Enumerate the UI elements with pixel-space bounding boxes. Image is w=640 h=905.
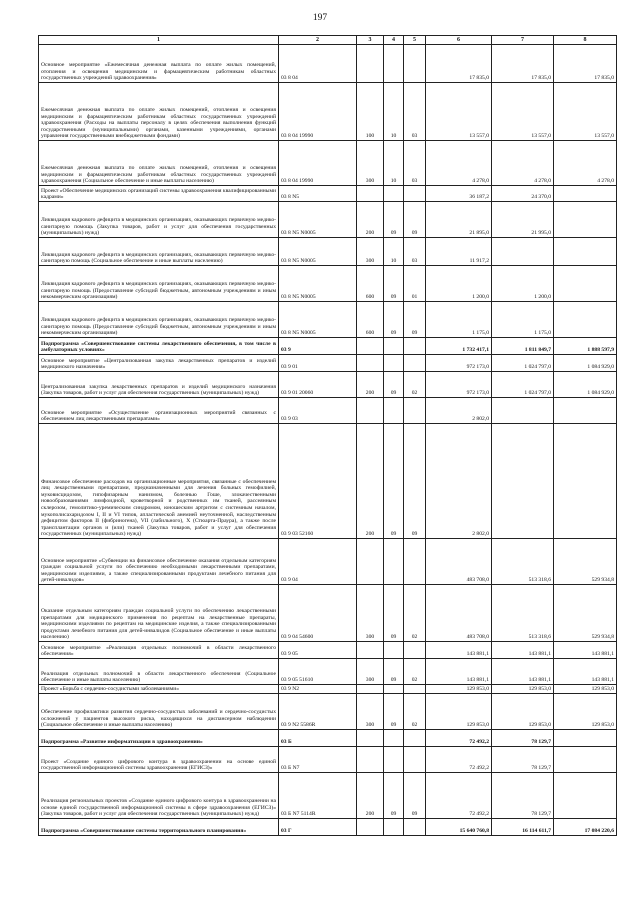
row-amount-3: 129 853,0	[554, 685, 617, 694]
row-amount-1: 17 835,0	[426, 45, 492, 83]
row-subsection: 02	[404, 694, 426, 730]
table-row	[39, 83, 617, 141]
row-amount-2: 1 024 797,0	[492, 355, 554, 372]
row-amount-2	[492, 238, 554, 266]
row-subsection: 09	[404, 202, 426, 238]
table-row	[39, 819, 617, 836]
column-header: 5	[404, 36, 426, 45]
row-amount-3: 17 835,0	[554, 45, 617, 83]
table-row	[39, 202, 617, 238]
row-subsection	[404, 398, 426, 424]
row-amount-3: 13 557,0	[554, 83, 617, 141]
row-amount-3	[554, 773, 617, 819]
row-subsection: 09	[404, 773, 426, 819]
row-expense-type	[357, 539, 384, 585]
table-row	[39, 659, 617, 685]
row-amount-2	[492, 398, 554, 424]
row-name: Ликвидация кадрового дефицита в медицинских организациях, оказывающих первичную медико-санитарную помощь (Предоставление субсидий бюджетным, автономным учреждениям и иным некоммерческим организациям)	[39, 302, 279, 338]
row-name: Основное мероприятие «Субвенции на финансовое обеспечение оказания отдельным категориям граждан социальной услуги по обеспечению необходимыми лекарственными препаратами, медицинскими изделиями, а также специализированными продуктами лечебного питания для детей-инвалидов»	[39, 539, 279, 585]
row-amount-2: 143 881,1	[492, 642, 554, 659]
row-code: 03 8 04 19990	[279, 141, 357, 186]
row-name: Оказание отдельным категориям граждан социальной услуги по обеспечению лекарственными препаратами для медицинского применения по рецептам на лекарственные препараты, медицинскими изделиями по рецептам на медицинские изделия, а также специализированными продуктами лечебного питания для детей-инвалидов (Социальное обеспечение и иные выплаты населению)	[39, 585, 279, 642]
table-header-row	[39, 36, 617, 45]
row-amount-3: 4 278,0	[554, 141, 617, 186]
row-subsection	[404, 685, 426, 694]
row-expense-type: 600	[357, 266, 384, 302]
table-row	[39, 302, 617, 338]
row-code: 03 9 N2 5586R	[279, 694, 357, 730]
row-code: 03 8 N5 N0005	[279, 202, 357, 238]
row-amount-1: 143 881,1	[426, 642, 492, 659]
row-section: 09	[384, 202, 404, 238]
column-header: 2	[279, 36, 357, 45]
table-row	[39, 747, 617, 773]
row-code: 03 8 N5 N0005	[279, 238, 357, 266]
table-row	[39, 238, 617, 266]
row-amount-2: 129 853,0	[492, 685, 554, 694]
row-amount-2: 21 995,0	[492, 202, 554, 238]
row-amount-3	[554, 398, 617, 424]
row-name: Обеспечение профилактики развития сердечно-сосудистых заболеваний и сердечно-сосудистых осложнений у пациентов высокого риска, находящихся на диспансерном наблюдении (Социальное обеспечение и иные выплаты населению)	[39, 694, 279, 730]
table-row	[39, 45, 617, 83]
row-amount-2: 13 557,0	[492, 83, 554, 141]
row-subsection: 02	[404, 585, 426, 642]
row-subsection: 03	[404, 141, 426, 186]
row-section: 10	[384, 238, 404, 266]
table-row	[39, 186, 617, 202]
table-row	[39, 372, 617, 398]
column-header: 1	[39, 36, 279, 45]
row-expense-type	[357, 730, 384, 747]
row-expense-type: 600	[357, 302, 384, 338]
row-amount-1: 2 802,0	[426, 424, 492, 539]
row-name: Основное мероприятие «Централизованная закупка лекарственных препаратов и изделий медицинского назначения»	[39, 355, 279, 372]
row-amount-2: 78 129,7	[492, 730, 554, 747]
row-code: 03 9 03 52160	[279, 424, 357, 539]
row-name: Ежемесячная денежная выплата по оплате жилых помещений, отопления и освещения медицинским и фармацевтическим работникам областных государственных учреждений здравоохранения (Расходы на выплаты персоналу в целях обеспечения выполнения функций государственными (муниципальными) органами, казенными учреждениями, органами управления государственными внебюджетными фондами)	[39, 83, 279, 141]
row-name: Подпрограмма «Развитие информатизации в здравоохранении»	[39, 730, 279, 747]
row-name: Ликвидация кадрового дефицита в медицинских организациях, оказывающих первичную медико-санитарную помощь (Предоставление субсидий бюджетным, автономным учреждениям и иным некоммерческим организациям)	[39, 266, 279, 302]
row-expense-type: 300	[357, 659, 384, 685]
row-subsection: 03	[404, 83, 426, 141]
row-name: Ежемесячная денежная выплата по оплате жилых помещений, отопления и освещения медицинским и фармацевтическим работникам областных государственных учреждений здравоохранения (Социальное обеспечение и иные выплаты населению)	[39, 141, 279, 186]
row-section	[384, 747, 404, 773]
row-expense-type: 200	[357, 773, 384, 819]
row-code: 03 9	[279, 338, 357, 355]
row-amount-2	[492, 424, 554, 539]
table-row	[39, 355, 617, 372]
row-code: 03 9 04	[279, 539, 357, 585]
row-amount-2: 4 278,0	[492, 141, 554, 186]
row-section	[384, 539, 404, 585]
row-code: 03 9 05 51610	[279, 659, 357, 685]
row-amount-2: 1 200,0	[492, 266, 554, 302]
row-amount-3: 529 934,8	[554, 585, 617, 642]
table-row	[39, 585, 617, 642]
row-amount-1: 4 278,0	[426, 141, 492, 186]
row-expense-type: 300	[357, 694, 384, 730]
row-subsection: 02	[404, 372, 426, 398]
row-section	[384, 45, 404, 83]
page-number: 197	[312, 13, 328, 23]
row-amount-1: 483 708,0	[426, 539, 492, 585]
row-amount-3	[554, 202, 617, 238]
row-amount-1: 72 492,2	[426, 773, 492, 819]
row-expense-type: 300	[357, 585, 384, 642]
row-section: 09	[384, 585, 404, 642]
row-section	[384, 338, 404, 355]
row-expense-type	[357, 747, 384, 773]
table-row	[39, 141, 617, 186]
row-expense-type	[357, 338, 384, 355]
row-code: 03 8 04 19990	[279, 83, 357, 141]
row-section: 09	[384, 266, 404, 302]
table-row	[39, 694, 617, 730]
row-amount-3: 529 934,8	[554, 539, 617, 585]
row-code: 03 Б N7 5114R	[279, 773, 357, 819]
row-section: 09	[384, 424, 404, 539]
row-name: Проект «Борьба с сердечно-сосудистыми заболеваниями»	[39, 685, 279, 694]
row-amount-1: 21 895,0	[426, 202, 492, 238]
row-amount-3: 143 881,1	[554, 659, 617, 685]
table-row	[39, 398, 617, 424]
row-amount-2: 143 881,1	[492, 659, 554, 685]
row-amount-1: 972 173,0	[426, 355, 492, 372]
row-code: 03 Б N7	[279, 747, 357, 773]
row-amount-1: 972 173,0	[426, 372, 492, 398]
row-section: 09	[384, 302, 404, 338]
row-expense-type: 300	[357, 141, 384, 186]
row-amount-3: 1 084 929,0	[554, 355, 617, 372]
row-amount-3	[554, 186, 617, 202]
row-amount-1: 36 187,2	[426, 186, 492, 202]
row-section	[384, 186, 404, 202]
row-name: Основное мероприятие «Осуществление организационных мероприятий связанных с обеспечением лиц лекарственными препаратами»	[39, 398, 279, 424]
row-name: Подпрограмма «Совершенствование системы лекарственного обеспечения, в том числе в амбулаторных условиях»	[39, 338, 279, 355]
row-subsection: 09	[404, 424, 426, 539]
row-code: 03 8 N5 N0005	[279, 302, 357, 338]
row-amount-1: 2 802,0	[426, 398, 492, 424]
row-code: 03 8 N5 N0005	[279, 266, 357, 302]
row-code: 03 8 N5	[279, 186, 357, 202]
row-amount-2: 78 129,7	[492, 747, 554, 773]
row-code: 03 Г	[279, 819, 357, 836]
row-expense-type	[357, 819, 384, 836]
table-row	[39, 773, 617, 819]
row-amount-2: 1 811 849,7	[492, 338, 554, 355]
row-subsection: 02	[404, 659, 426, 685]
row-section: 10	[384, 83, 404, 141]
row-amount-2: 17 835,0	[492, 45, 554, 83]
row-name: Подпрограмма «Совершенствование системы территориального планирования»	[39, 819, 279, 836]
row-name: Проект «Обеспечение медицинских организаций системы здравоохранения квалифицированными кадрами»	[39, 186, 279, 202]
row-amount-3: 1 084 929,0	[554, 372, 617, 398]
row-amount-3	[554, 424, 617, 539]
row-code: 03 9 01 20060	[279, 372, 357, 398]
row-code: 03 9 N2	[279, 685, 357, 694]
row-amount-1: 72 492,2	[426, 730, 492, 747]
row-amount-1: 15 640 760,8	[426, 819, 492, 836]
row-expense-type: 100	[357, 83, 384, 141]
row-amount-3	[554, 238, 617, 266]
row-section: 09	[384, 659, 404, 685]
row-amount-2: 513 318,6	[492, 539, 554, 585]
row-section	[384, 819, 404, 836]
row-amount-3	[554, 266, 617, 302]
column-header: 7	[492, 36, 554, 45]
row-section: 10	[384, 141, 404, 186]
row-subsection	[404, 355, 426, 372]
row-name: Финансовое обеспечение расходов на организационные мероприятия, связанные с обеспечением лиц лекарственными препаратами, предназначенными для лечения больных гемофилией, муковисцидозом, гипофизарным нанизмом, болезнью Гоше, злокачественными новообразованиями лимфоидной, кроветворной и родственных им тканей, рассеянным склерозом, гемолитико-уремическим синдромом, юношеским артритом с системным началом, мукополисахаридозом I, II и VI типов, апластической анемией неуточненной, наследственным дефицитом факторов II (фибриногена), VII (лабильного), X (Стюарта-Праура), а также после трансплантации органов и (или) тканей (Закупка товаров, работ и услуг для обеспечения государственных (муниципальных) нужд)	[39, 424, 279, 539]
row-expense-type	[357, 45, 384, 83]
row-amount-1: 129 853,0	[426, 685, 492, 694]
table-row	[39, 642, 617, 659]
row-amount-2: 24 370,0	[492, 186, 554, 202]
row-amount-2: 16 114 611,7	[492, 819, 554, 836]
row-name: Реализация отдельных полномочий в области лекарственного обеспечения (Социальное обеспечение и иные выплаты населению)	[39, 659, 279, 685]
row-expense-type	[357, 355, 384, 372]
row-code: 03 Б	[279, 730, 357, 747]
table-row	[39, 424, 617, 539]
row-subsection	[404, 747, 426, 773]
row-name: Реализация региональных проектов «Создание единого цифрового контура в здравоохранении на основе единой государственной информационной системы в сфере здравоохранения (ЕГИСЗ)» (Закупка товаров, работ и услуг для обеспечения государственных (муниципальных) нужд)	[39, 773, 279, 819]
row-code: 03 9 03	[279, 398, 357, 424]
row-amount-1: 1 200,0	[426, 266, 492, 302]
row-subsection	[404, 539, 426, 585]
row-expense-type: 300	[357, 238, 384, 266]
row-name: Ликвидация кадрового дефицита в медицинских организациях, оказывающих первичную медико-санитарную помощь (Закупка товаров, работ и услуг для обеспечения государственных (муниципальных) нужд)	[39, 202, 279, 238]
row-subsection	[404, 819, 426, 836]
row-amount-3	[554, 302, 617, 338]
row-amount-3: 129 853,0	[554, 694, 617, 730]
row-amount-1: 72 492,2	[426, 747, 492, 773]
row-subsection: 03	[404, 238, 426, 266]
row-amount-3: 143 881,1	[554, 642, 617, 659]
table-row	[39, 338, 617, 355]
budget-table	[38, 35, 617, 836]
row-subsection	[404, 338, 426, 355]
row-amount-2: 1 175,0	[492, 302, 554, 338]
row-section	[384, 355, 404, 372]
row-expense-type: 200	[357, 372, 384, 398]
column-header: 6	[426, 36, 492, 45]
row-expense-type	[357, 398, 384, 424]
row-amount-1: 1 732 417,1	[426, 338, 492, 355]
row-expense-type: 200	[357, 424, 384, 539]
row-section	[384, 398, 404, 424]
row-section: 09	[384, 773, 404, 819]
row-section: 09	[384, 372, 404, 398]
row-subsection	[404, 730, 426, 747]
row-subsection	[404, 45, 426, 83]
row-expense-type	[357, 186, 384, 202]
row-name: Основное мероприятие «Реализация отдельных полномочий в области лекарственного обеспечения»	[39, 642, 279, 659]
row-amount-3	[554, 747, 617, 773]
row-subsection	[404, 642, 426, 659]
row-amount-1: 1 175,0	[426, 302, 492, 338]
row-code: 03 8 04	[279, 45, 357, 83]
row-code: 03 9 05	[279, 642, 357, 659]
row-amount-3	[554, 730, 617, 747]
row-subsection	[404, 186, 426, 202]
row-section	[384, 730, 404, 747]
row-name: Проект «Создание единого цифрового контура в здравоохранении на основе единой государственной информационной системы здравоохранения (ЕГИСЗ)»	[39, 747, 279, 773]
row-amount-2: 129 853,0	[492, 694, 554, 730]
column-header: 3	[357, 36, 384, 45]
row-section	[384, 642, 404, 659]
row-amount-2: 78 129,7	[492, 773, 554, 819]
row-amount-1: 13 557,0	[426, 83, 492, 141]
row-expense-type: 200	[357, 202, 384, 238]
row-amount-3: 1 888 597,9	[554, 338, 617, 355]
row-subsection: 01	[404, 266, 426, 302]
row-name: Ликвидация кадрового дефицита в медицинских организациях, оказывающих первичную медико-санитарную помощь (Социальное обеспечение и иные выплаты населению)	[39, 238, 279, 266]
row-name: Основное мероприятие «Ежемесячная денежная выплата по оплате жилых помещений, отопления и освещения медицинским и фармацевтическим работникам областных государственных учреждений здравоохранения»	[39, 45, 279, 83]
row-amount-2: 1 024 797,0	[492, 372, 554, 398]
row-code: 03 9 04 54600	[279, 585, 357, 642]
row-name: Централизованная закупка лекарственных препаратов и изделий медицинского назначения (Закупка товаров, работ и услуг для обеспечения государственных (муниципальных) нужд)	[39, 372, 279, 398]
row-expense-type	[357, 642, 384, 659]
row-expense-type	[357, 685, 384, 694]
row-amount-1: 11 917,2	[426, 238, 492, 266]
row-code: 03 9 01	[279, 355, 357, 372]
row-amount-1: 129 853,0	[426, 694, 492, 730]
table-row	[39, 266, 617, 302]
table-row	[39, 539, 617, 585]
row-section: 09	[384, 694, 404, 730]
row-subsection: 09	[404, 302, 426, 338]
row-amount-1: 483 708,0	[426, 585, 492, 642]
row-amount-3: 17 084 220,6	[554, 819, 617, 836]
row-amount-1: 143 881,1	[426, 659, 492, 685]
row-amount-2: 513 318,6	[492, 585, 554, 642]
column-header: 4	[384, 36, 404, 45]
table-row	[39, 685, 617, 694]
column-header: 8	[554, 36, 617, 45]
row-section	[384, 685, 404, 694]
table-row	[39, 730, 617, 747]
